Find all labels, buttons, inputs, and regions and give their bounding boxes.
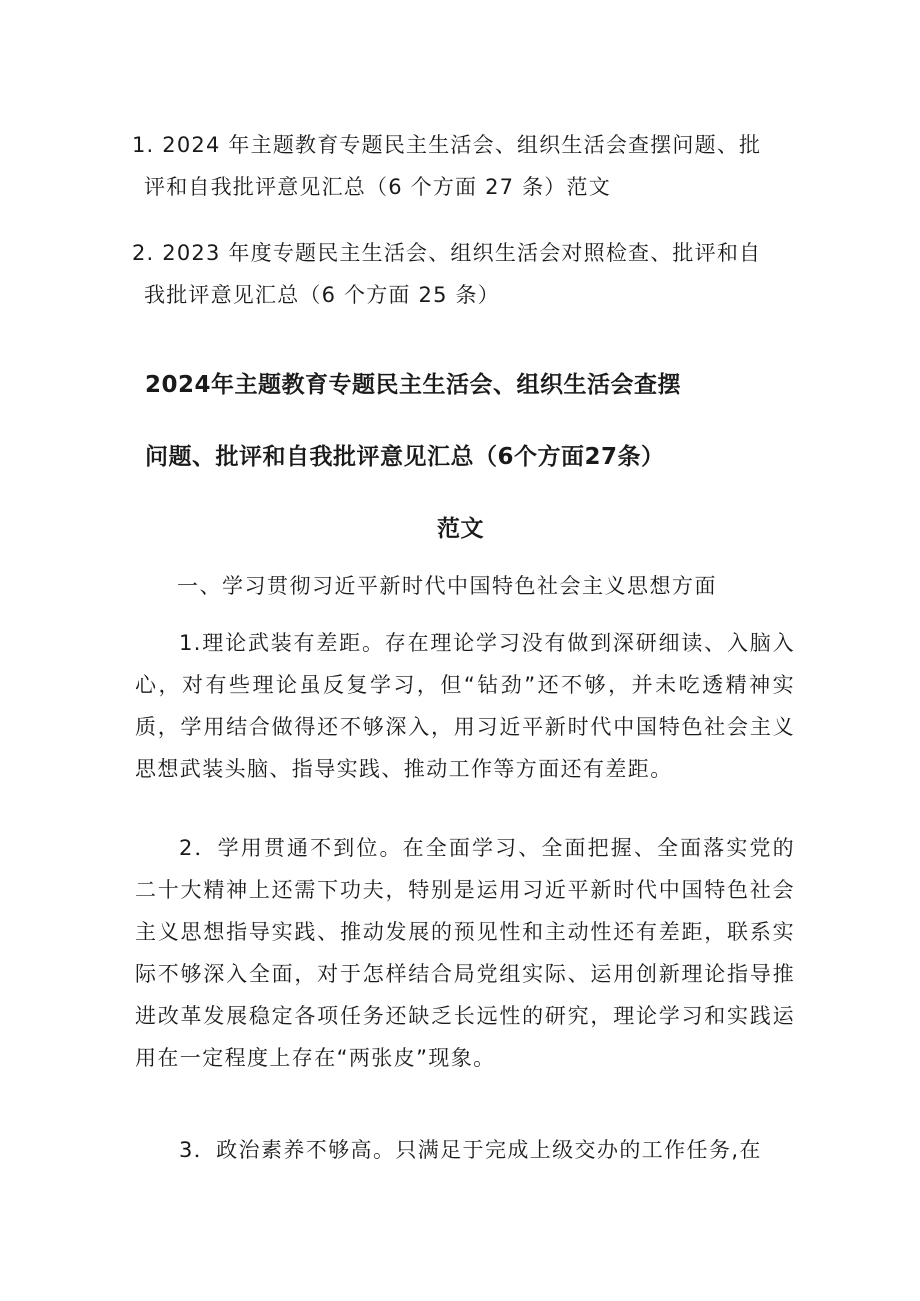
doc-title-line1: 2024年主题教育专题民主生活会、组织生活会查摆 [145, 372, 682, 398]
section-heading: 一、学习贯彻习近平新时代中国特色社会主义思想方面 [177, 574, 717, 598]
paragraph-item-2 [135, 827, 795, 1079]
toc-item-2[interactable] [132, 232, 792, 316]
paragraph-item-3 [135, 1129, 795, 1171]
toc-item-2-line2: 我批评意见汇总（6 个方面 25 条） [144, 283, 500, 307]
toc-item-2-line1: 2. 2023 年度专题民主生活会、组织生活会对照检查、批评和自 [132, 241, 762, 265]
paragraph-item-3-text: 3．政治素养不够高。只满足于完成上级交办的工作任务,在 [179, 1138, 762, 1162]
toc-item-1-line2: 评和自我批评意见汇总（6 个方面 27 条）范文 [144, 175, 611, 199]
toc-item-1[interactable] [132, 124, 792, 208]
doc-title-line2: 问题、批评和自我批评意见汇总（6个方面27条） [145, 444, 665, 470]
doc-title-line3: 范文 [437, 516, 484, 542]
paragraph-item-1-text: 1.理论武装有差距。存在理论学习没有做到深研细读、入脑入心，对有些理论虽反复学习，但“钻劲”还不够，并未吃透精神实质，学用结合做得还不够深入，用习近平新时代中国特色社会主义思想武装头脑、指导实践、推动工作等方面还有差距。 [135, 631, 795, 781]
toc-item-1-line1: 1. 2024 年主题教育专题民主生活会、组织生活会查摆问题、批 [132, 133, 762, 157]
paragraph-item-1 [135, 622, 795, 790]
paragraph-item-2-text: 2．学用贯通不到位。在全面学习、全面把握、全面落实党的二十大精神上还需下功夫，特别是运用习近平新时代中国特色社会主义思想指导实践、推动发展的预见性和主动性还有差距，联系实际不够深入全面，对于怎样结合局党组实际、运用创新理论指导推进改革发展稳定各项任务还缺乏长远性的研究，理论学习和实践运用在一定程度上存在“两张皮”现象。 [135, 836, 795, 1070]
